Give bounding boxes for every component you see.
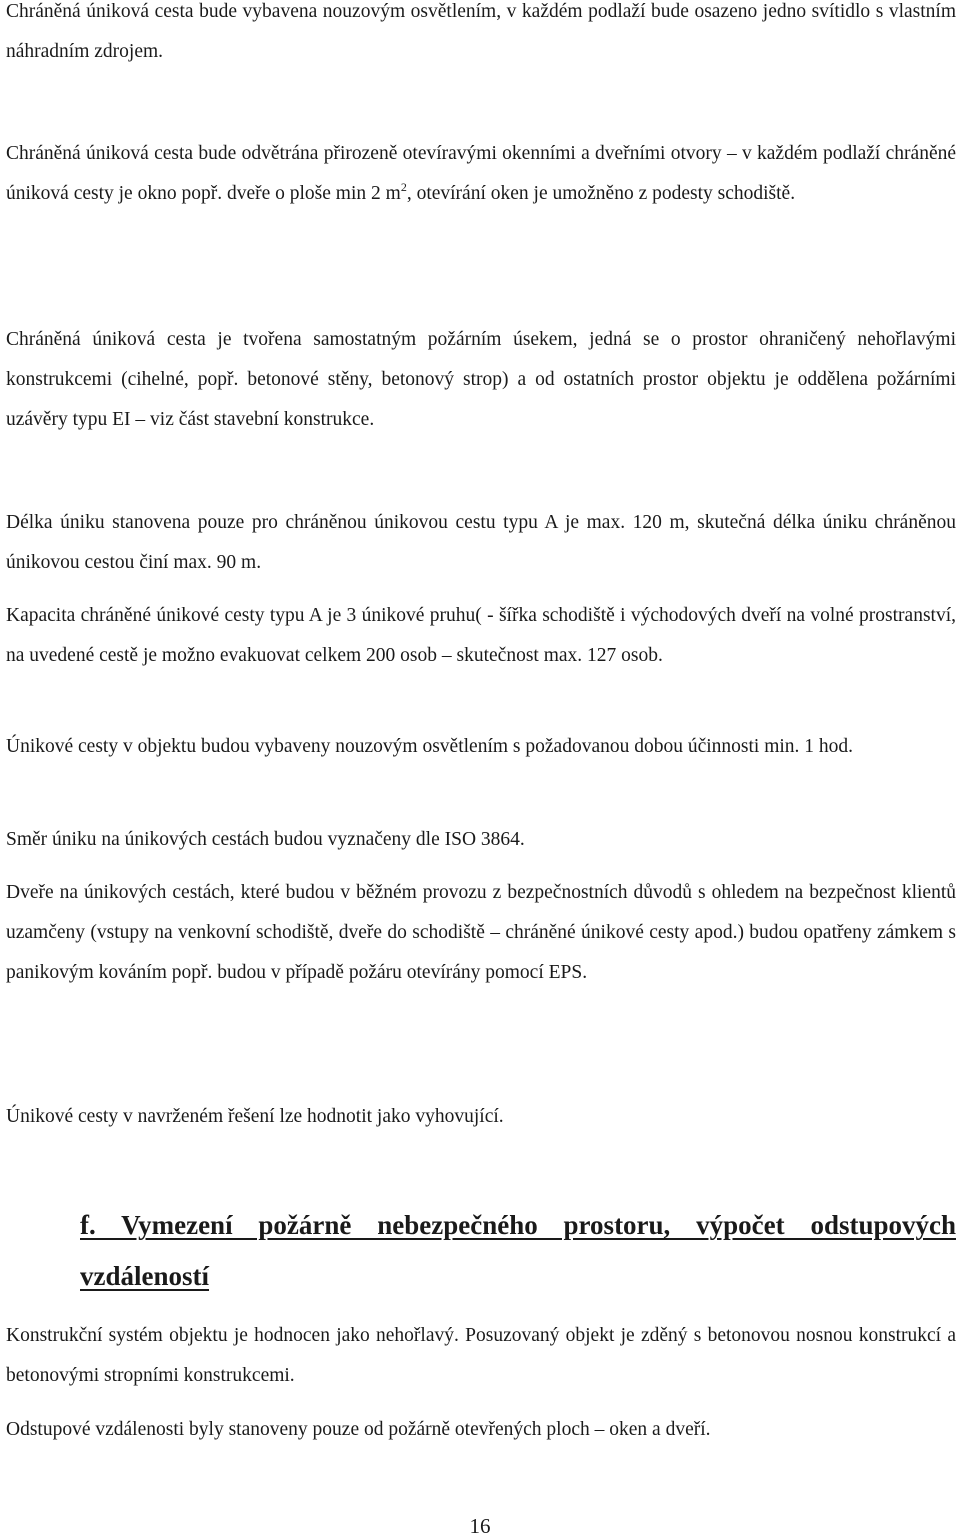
page-number: 16 <box>469 1514 491 1538</box>
section-heading: f. Vymezení požárně nebezpečného prostoru, výpočet odstupových vzdáleností <box>80 1210 956 1291</box>
paragraph-capacity: Kapacita chráněné únikové cesty typu A je 3 únikové pruhu( - šířka schodiště i východových dveří na volné prostranství, na uvedené cestě je možno evakuovat celkem 200 osob – skutečnost max. 127 osob. <box>6 605 956 666</box>
paragraph-construction-system: Konstrukční systém objektu je hodnocen jako nehořlavý. Posuzovaný objekt je zděný s betonovou nosnou konstrukcí a betonovými stropními konstrukcemi. <box>6 1325 956 1386</box>
paragraph-ventilation <box>6 134 956 214</box>
paragraph-escape-lighting: Únikové cesty v objektu budou vybaveny nouzovým osvětlením s požadovanou dobou účinnosti min. 1 hod. <box>6 736 854 757</box>
superscript-exponent: 2 <box>400 180 407 194</box>
paragraph-doors: Dveře na únikových cestách, které budou v běžném provozu z bezpečnostních důvodů s ohledem na bezpečnost klientů uzamčeny (vstupy na venkovní schodiště, dveře do schodiště – chráněné únikové cesty apod.) budou opatřeny zámkem s panikovým kováním popř. budou v případě požáru otevírány pomocí EPS. <box>6 882 956 983</box>
paragraph-ventilation-text-b: , otevírání oken je umožněno z podesty schodiště. <box>406 183 796 204</box>
paragraph-fire-section: Chráněná úniková cesta je tvořena samostatným požárním úsekem, jedná se o prostor ohraničený nehořlavými konstrukcemi (cihelné, popř. betonové stěny, betonový strop) a od ostatních prostor objektu je oddělena požárními uzávěry typu EI – viz část stavební konstrukce. <box>6 329 956 430</box>
paragraph-ventilation-text-a: Chráněná úniková cesta bude odvětrána přirozeně otevíravými okenními a dveřními otvory – v každém podlaží chráněné úniková cesty je okno popř. dveře o ploše min 2 m <box>6 143 956 204</box>
paragraph-escape-length: Délka úniku stanovena pouze pro chráněnou únikovou cestu typu A je max. 120 m, skutečná délka úniku chráněnou únikovou cestou činí max. 90 m. <box>6 512 956 573</box>
paragraph-distances: Odstupové vzdálenosti byly stanoveny pouze od požárně otevřených ploch – oken a dveří. <box>6 1419 711 1440</box>
paragraph-emergency-lighting: Chráněná úniková cesta bude vybavena nouzovým osvětlením, v každém podlaží bude osazeno jedno svítidlo s vlastním náhradním zdrojem. <box>6 1 956 62</box>
paragraph-evaluation: Únikové cesty v navrženém řešení lze hodnotit jako vyhovující. <box>6 1106 504 1127</box>
paragraph-escape-direction: Směr úniku na únikových cestách budou vyznačeny dle ISO 3864. <box>6 829 525 850</box>
